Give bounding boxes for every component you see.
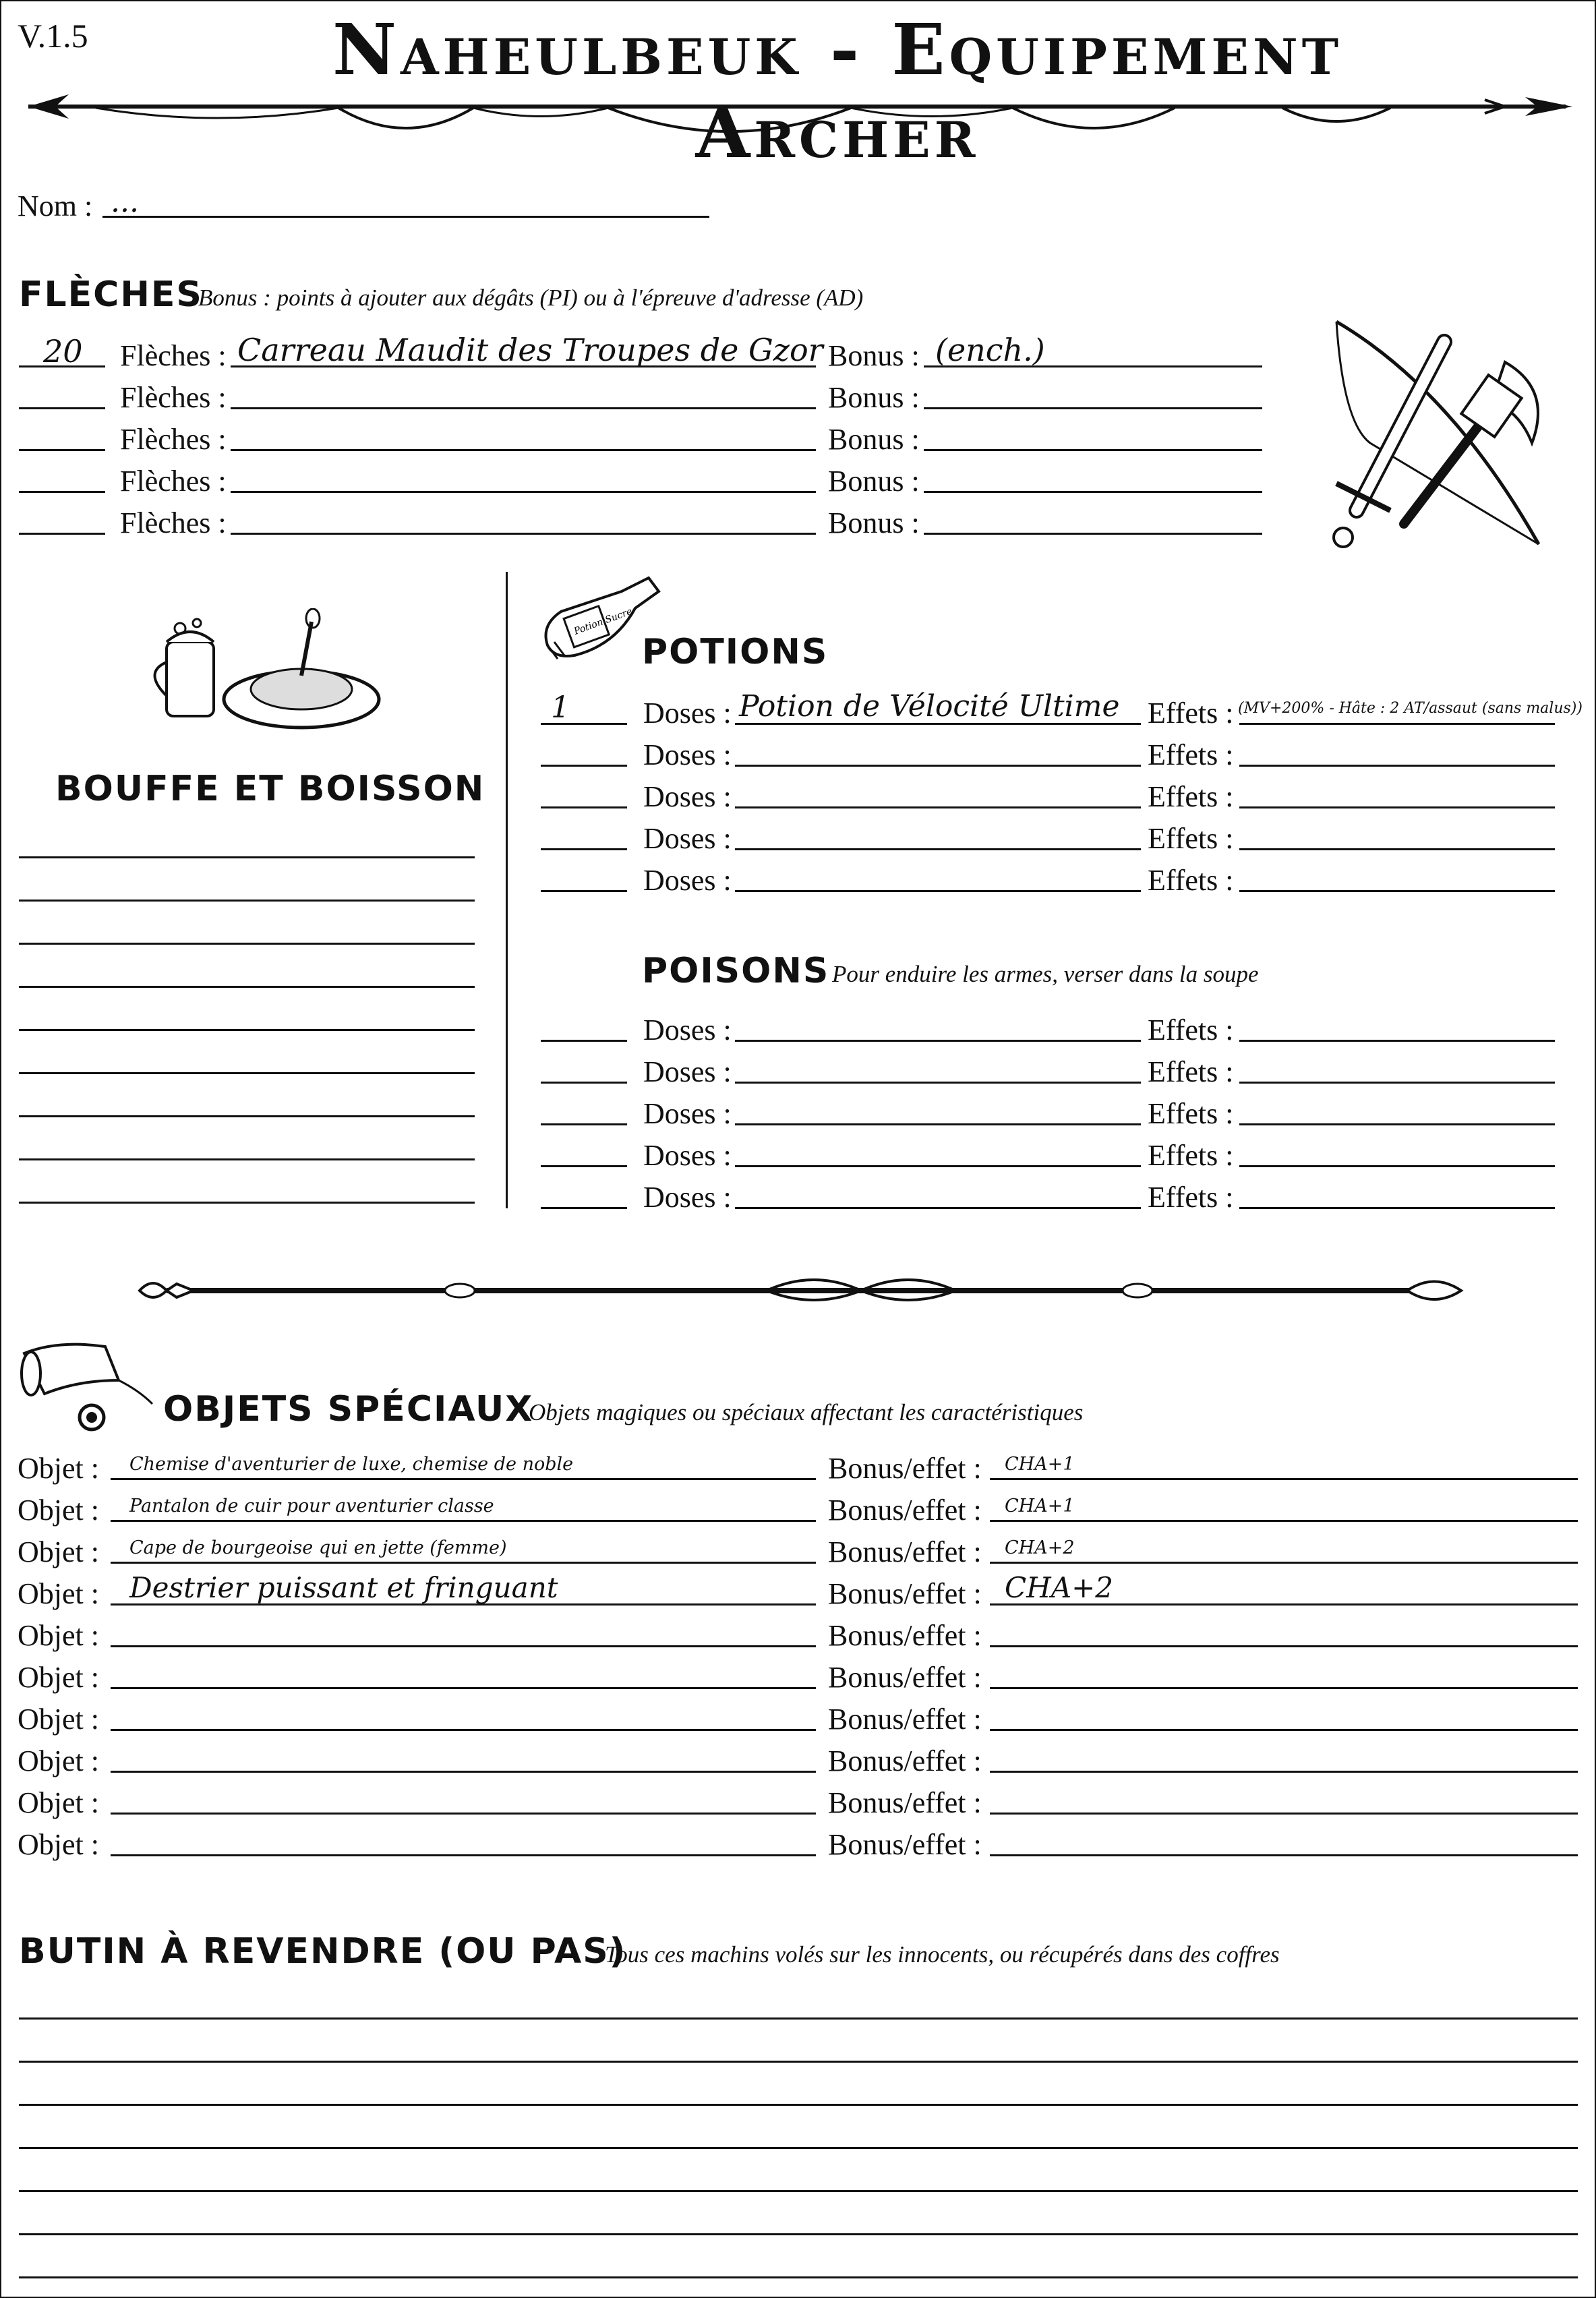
objet-name-field[interactable] bbox=[111, 1813, 816, 1815]
poison-name-field[interactable] bbox=[735, 1040, 1141, 1042]
objet-name-value: Pantalon de cuir pour aventurier classe bbox=[129, 1496, 494, 1516]
poison-count-field[interactable] bbox=[541, 1165, 627, 1167]
objet-name-field[interactable] bbox=[111, 1562, 816, 1564]
objet-bonus-label: Bonus/effet : bbox=[828, 1703, 982, 1736]
potion-effets-label: Effets : bbox=[1148, 864, 1234, 897]
fleches-bonus-field[interactable] bbox=[924, 491, 1262, 493]
objet-bonus-field[interactable] bbox=[990, 1478, 1578, 1480]
poison-name-field[interactable] bbox=[735, 1082, 1141, 1084]
poison-effets-label: Effets : bbox=[1148, 1055, 1234, 1088]
food-drink-icon bbox=[140, 608, 382, 736]
butin-line[interactable] bbox=[19, 2276, 1578, 2278]
butin-line[interactable] bbox=[19, 2017, 1578, 2020]
potion-effet-field[interactable] bbox=[1239, 890, 1555, 892]
poison-effet-field[interactable] bbox=[1239, 1123, 1555, 1125]
butin-line[interactable] bbox=[19, 2233, 1578, 2235]
objet-name-field[interactable] bbox=[111, 1478, 816, 1480]
objet-bonus-field[interactable] bbox=[990, 1854, 1578, 1856]
objet-bonus-label: Bonus/effet : bbox=[828, 1535, 982, 1568]
poison-doses-label: Doses : bbox=[643, 1139, 732, 1172]
poison-name-field[interactable] bbox=[735, 1207, 1141, 1209]
fleches-bonus-label: Bonus : bbox=[828, 506, 920, 539]
potion-doses-label: Doses : bbox=[643, 697, 732, 730]
objet-bonus-label: Bonus/effet : bbox=[828, 1452, 982, 1485]
objet-label: Objet : bbox=[18, 1661, 99, 1694]
bouffe-line[interactable] bbox=[19, 900, 475, 902]
objet-name-field[interactable] bbox=[111, 1771, 816, 1773]
fleches-name-field[interactable] bbox=[231, 407, 816, 409]
poison-doses-label: Doses : bbox=[643, 1055, 732, 1088]
fleches-count-field[interactable] bbox=[19, 449, 105, 451]
potions-heading: POTIONS bbox=[642, 632, 829, 672]
objet-bonus-value: CHA+1 bbox=[1005, 1454, 1075, 1475]
poison-effets-label: Effets : bbox=[1148, 1139, 1234, 1172]
butin-line[interactable] bbox=[19, 2147, 1578, 2149]
poison-name-field[interactable] bbox=[735, 1165, 1141, 1167]
objet-bonus-label: Bonus/effet : bbox=[828, 1786, 982, 1819]
bouffe-line[interactable] bbox=[19, 1115, 475, 1117]
objet-bonus-field[interactable] bbox=[990, 1562, 1578, 1564]
version-label: V.1.5 bbox=[18, 17, 88, 55]
objet-label: Objet : bbox=[18, 1828, 99, 1861]
potion-effet-field[interactable] bbox=[1239, 723, 1555, 725]
objet-bonus-label: Bonus/effet : bbox=[828, 1661, 982, 1694]
objet-name-field[interactable] bbox=[111, 1729, 816, 1731]
fleches-bonus-field[interactable] bbox=[924, 407, 1262, 409]
nom-label: Nom : bbox=[18, 189, 93, 223]
poisons-subtitle: Pour enduire les armes, verser dans la soupe bbox=[832, 961, 1259, 987]
potion-doses-label: Doses : bbox=[643, 738, 732, 771]
potion-count-field[interactable] bbox=[541, 848, 627, 850]
bouffe-line[interactable] bbox=[19, 856, 475, 858]
potion-doses-label: Doses : bbox=[643, 864, 732, 897]
poison-doses-label: Doses : bbox=[643, 1013, 732, 1047]
fleches-label: Flèches : bbox=[120, 465, 227, 498]
fleches-bonus-label: Bonus : bbox=[828, 381, 920, 414]
objet-label: Objet : bbox=[18, 1494, 99, 1527]
butin-line[interactable] bbox=[19, 2061, 1578, 2063]
potion-doses-label: Doses : bbox=[643, 780, 732, 813]
butin-subtitle: Tous ces machins volés sur les innocents, ou récupérés dans des coffres bbox=[605, 1941, 1280, 1968]
fleches-bonus-value: (ench.) bbox=[935, 332, 1045, 368]
potion-name-field[interactable] bbox=[735, 765, 1141, 767]
fleches-label: Flèches : bbox=[120, 339, 227, 372]
poison-doses-label: Doses : bbox=[643, 1181, 732, 1214]
objet-bonus-label: Bonus/effet : bbox=[828, 1577, 982, 1610]
nom-value: ... bbox=[111, 185, 139, 219]
fleches-count-field[interactable] bbox=[19, 533, 105, 535]
fleches-name-field[interactable] bbox=[231, 491, 816, 493]
objets-heading: OBJETS SPÉCIAUX bbox=[163, 1389, 534, 1430]
objet-name-value: Chemise d'aventurier de luxe, chemise de noble bbox=[129, 1454, 574, 1475]
objet-bonus-label: Bonus/effet : bbox=[828, 1828, 982, 1861]
potion-effets-label: Effets : bbox=[1148, 738, 1234, 771]
objet-label: Objet : bbox=[18, 1744, 99, 1777]
objet-label: Objet : bbox=[18, 1619, 99, 1652]
potion-effets-label: Effets : bbox=[1148, 697, 1234, 730]
objet-bonus-field[interactable] bbox=[990, 1520, 1578, 1522]
fleches-bonus-label: Bonus : bbox=[828, 339, 920, 372]
potion-bottle-label: Potion Sucre bbox=[572, 606, 634, 637]
poison-effet-field[interactable] bbox=[1239, 1207, 1555, 1209]
potion-name-field[interactable] bbox=[735, 848, 1141, 850]
objet-bonus-field[interactable] bbox=[990, 1687, 1578, 1689]
poison-count-field[interactable] bbox=[541, 1123, 627, 1125]
poison-count-field[interactable] bbox=[541, 1082, 627, 1084]
potion-name-field[interactable] bbox=[735, 806, 1141, 808]
objet-name-field[interactable] bbox=[111, 1854, 816, 1856]
column-divider bbox=[506, 572, 508, 1208]
objets-subtitle: Objets magiques ou spéciaux affectant les caractéristiques bbox=[529, 1399, 1084, 1425]
butin-line[interactable] bbox=[19, 2190, 1578, 2192]
poison-effet-field[interactable] bbox=[1239, 1040, 1555, 1042]
potion-count-field[interactable] bbox=[541, 765, 627, 767]
objet-bonus-label: Bonus/effet : bbox=[828, 1744, 982, 1777]
fleches-bonus-label: Bonus : bbox=[828, 423, 920, 456]
bouffe-line[interactable] bbox=[19, 986, 475, 988]
objet-name-value: Destrier puissant et fringuant bbox=[129, 1571, 558, 1604]
objet-label: Objet : bbox=[18, 1703, 99, 1736]
potion-effets-label: Effets : bbox=[1148, 822, 1234, 855]
objet-label: Objet : bbox=[18, 1535, 99, 1568]
butin-heading: BUTIN À REVENDRE (OU PAS) bbox=[19, 1931, 627, 1972]
staff-ornament-icon bbox=[126, 1262, 1475, 1316]
potion-name-field[interactable] bbox=[735, 890, 1141, 892]
potion-effet-field[interactable] bbox=[1239, 848, 1555, 850]
objet-bonus-field[interactable] bbox=[990, 1771, 1578, 1773]
page-title: Naheulbeuk - Equipement Archer bbox=[332, 8, 1343, 174]
arrow-ornament-icon bbox=[15, 88, 1579, 148]
fleches-name-field[interactable] bbox=[231, 449, 816, 451]
poison-count-field[interactable] bbox=[541, 1040, 627, 1042]
bouffe-line[interactable] bbox=[19, 1029, 475, 1031]
objet-name-field[interactable] bbox=[111, 1687, 816, 1689]
bouffe-line[interactable] bbox=[19, 1202, 475, 1204]
objet-bonus-field[interactable] bbox=[990, 1729, 1578, 1731]
objet-name-field[interactable] bbox=[111, 1520, 816, 1522]
nom-field[interactable] bbox=[102, 216, 709, 218]
fleches-count-field[interactable] bbox=[19, 407, 105, 409]
poison-name-field[interactable] bbox=[735, 1123, 1141, 1125]
fleches-bonus-label: Bonus : bbox=[828, 465, 920, 498]
poison-effets-label: Effets : bbox=[1148, 1097, 1234, 1130]
crossed-weapons-icon bbox=[1316, 308, 1572, 558]
bouffe-line[interactable] bbox=[19, 1158, 475, 1160]
fleches-count-value: 20 bbox=[43, 333, 83, 370]
objet-bonus-field[interactable] bbox=[990, 1645, 1578, 1647]
poison-effet-field[interactable] bbox=[1239, 1165, 1555, 1167]
poison-effet-field[interactable] bbox=[1239, 1082, 1555, 1084]
fleches-bonus-field[interactable] bbox=[924, 533, 1262, 535]
potion-count-field[interactable] bbox=[541, 806, 627, 808]
poison-count-field[interactable] bbox=[541, 1207, 627, 1209]
fleches-count-field[interactable] bbox=[19, 491, 105, 493]
poisons-heading: POISONS bbox=[642, 951, 830, 991]
fleches-name-field[interactable] bbox=[231, 533, 816, 535]
potion-effet-field[interactable] bbox=[1239, 765, 1555, 767]
potion-effet-field[interactable] bbox=[1239, 806, 1555, 808]
fleches-subtitle: Bonus : points à ajouter aux dégâts (PI) ou à l'épreuve d'adresse (AD) bbox=[198, 285, 864, 311]
poison-doses-label: Doses : bbox=[643, 1097, 732, 1130]
fleches-bonus-field[interactable] bbox=[924, 449, 1262, 451]
fleches-label: Flèches : bbox=[120, 423, 227, 456]
potion-name-value: Potion de Vélocité Ultime bbox=[739, 689, 1120, 724]
scroll-ring-icon bbox=[18, 1340, 159, 1434]
bouffe-heading: BOUFFE ET BOISSON bbox=[55, 769, 485, 809]
objet-label: Objet : bbox=[18, 1452, 99, 1485]
poison-effets-label: Effets : bbox=[1148, 1013, 1234, 1047]
objet-label: Objet : bbox=[18, 1577, 99, 1610]
fleches-heading: FLÈCHES bbox=[19, 274, 203, 315]
potion-doses-label: Doses : bbox=[643, 822, 732, 855]
objet-name-value: Cape de bourgeoise qui en jette (femme) bbox=[129, 1537, 507, 1558]
poison-effets-label: Effets : bbox=[1148, 1181, 1234, 1214]
fleches-label: Flèches : bbox=[120, 381, 227, 414]
objet-name-field[interactable] bbox=[111, 1645, 816, 1647]
objet-bonus-value: CHA+2 bbox=[1005, 1571, 1114, 1604]
objet-label: Objet : bbox=[18, 1786, 99, 1819]
bouffe-line[interactable] bbox=[19, 1072, 475, 1074]
objet-bonus-label: Bonus/effet : bbox=[828, 1494, 982, 1527]
objet-bonus-label: Bonus/effet : bbox=[828, 1619, 982, 1652]
fleches-label: Flèches : bbox=[120, 506, 227, 539]
objet-bonus-value: CHA+1 bbox=[1005, 1496, 1075, 1516]
potion-count-value: 1 bbox=[551, 690, 570, 725]
objet-bonus-field[interactable] bbox=[990, 1813, 1578, 1815]
bouffe-line[interactable] bbox=[19, 943, 475, 945]
fleches-name-value: Carreau Maudit des Troupes de Gzor bbox=[237, 332, 823, 368]
objet-bonus-value: CHA+2 bbox=[1005, 1537, 1075, 1558]
potion-count-field[interactable] bbox=[541, 890, 627, 892]
butin-line[interactable] bbox=[19, 2104, 1578, 2106]
potion-effets-label: Effets : bbox=[1148, 780, 1234, 813]
potion-effet-value: (MV+200% - Hâte : 2 AT/assaut (sans malus)) bbox=[1238, 700, 1583, 717]
